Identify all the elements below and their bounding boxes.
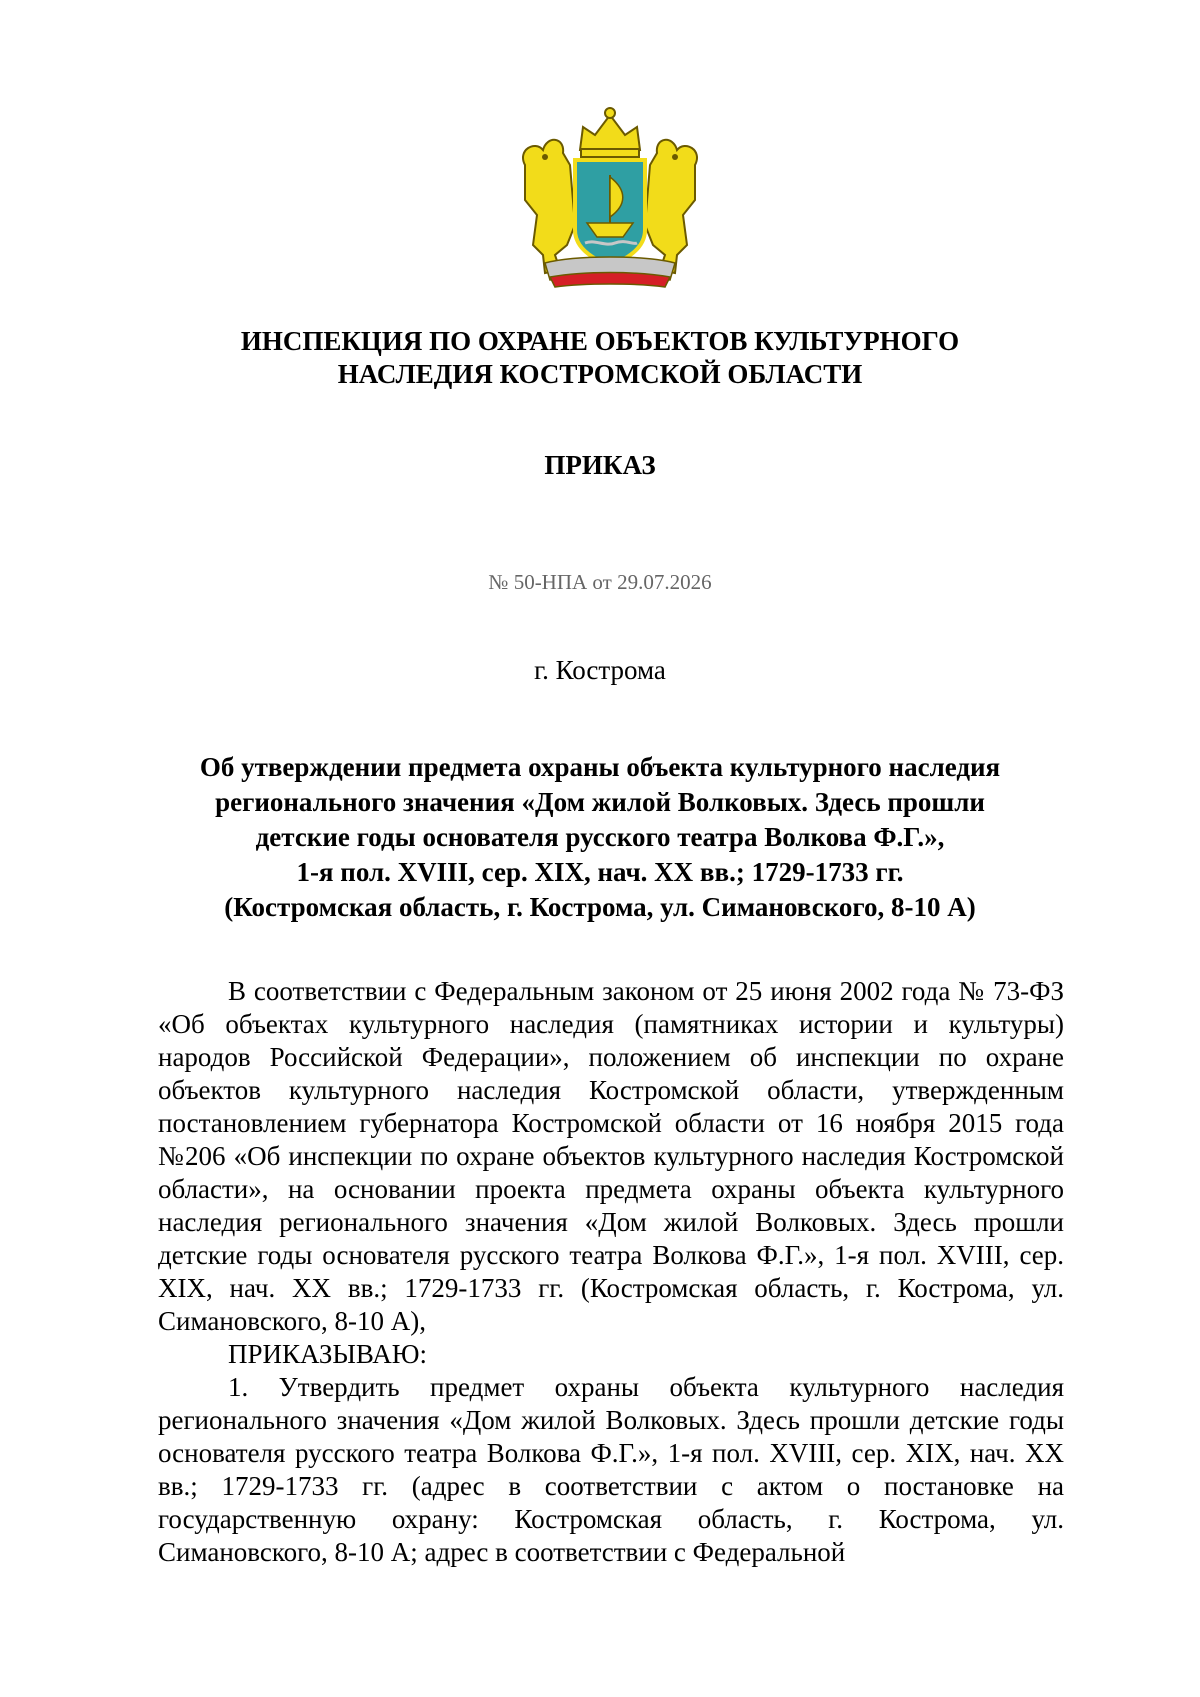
preamble-paragraph: В соответствии с Федеральным законом от 25 июня 2002 года № 73-ФЗ «Об объектах культурного наследия (памятниках истории и культуры) народов Российской Федерации», положением об инспекции по охране объектов культурного наследия Костромской области, утвержденным постановлением губернатора Костромской области от 16 ноября 2015 года №206 «Об инспекции по охране объектов культурного наследия Костромской области», на основании проекта предмета охраны объекта культурного наследия регионального значения «Дом жилой Волковых. Здесь прошли детские годы основателя русского театра Волкова Ф.Г.», 1-я пол. XVIII, сер. XIX, нач. XX вв.; 1729-1733 гг. (Костромская область, г. Кострома, ул. Симановского, 8-10 А), [158, 976, 1064, 1336]
heading-line: 1-я пол. XVIII, сер. XIX, нач. XX вв.; 1729-1733 гг. [296, 857, 904, 887]
item-1-paragraph: 1. Утвердить предмет охраны объекта культурного наследия регионального значения «Дом жилой Волковых. Здесь прошли детские годы основателя русского театра Волкова Ф.Г.», 1-я пол. XVIII, сер. XIX, нач. XX вв.; 1729-1733 гг. (адрес в соответствии с актом о постановке на государственную охрану: Костромская область, г. Кострома, ул. Симановского, 8-10 А; адрес в соответствии с Федеральной [158, 1372, 1064, 1567]
heading-line: Об утверждении предмета охраны объекта культурного наследия [199, 752, 1001, 782]
city: г. Кострома [534, 655, 666, 685]
document-body [158, 975, 1064, 1569]
coat-of-arms-icon [515, 105, 705, 290]
order-heading [150, 750, 1050, 925]
heading-line: детские годы основателя русского театра Волкова Ф.Г.», [255, 822, 945, 852]
org-line-2: НАСЛЕДИЯ КОСТРОМСКОЙ ОБЛАСТИ [337, 359, 863, 389]
org-line-1: ИНСПЕКЦИЯ ПО ОХРАНЕ ОБЪЕКТОВ КУЛЬТУРНОГО [240, 326, 960, 356]
issuing-organization [150, 325, 1050, 391]
order-number-date: № 50-НПА от 29.07.2026 [488, 570, 712, 594]
heading-line: (Костромская область, г. Кострома, ул. Симановского, 8-10 А) [224, 892, 976, 922]
document-type: ПРИКАЗ [544, 450, 656, 480]
heading-line: регионального значения «Дом жилой Волковых. Здесь прошли [215, 787, 985, 817]
order-directive: ПРИКАЗЫВАЮ: [228, 1339, 427, 1369]
